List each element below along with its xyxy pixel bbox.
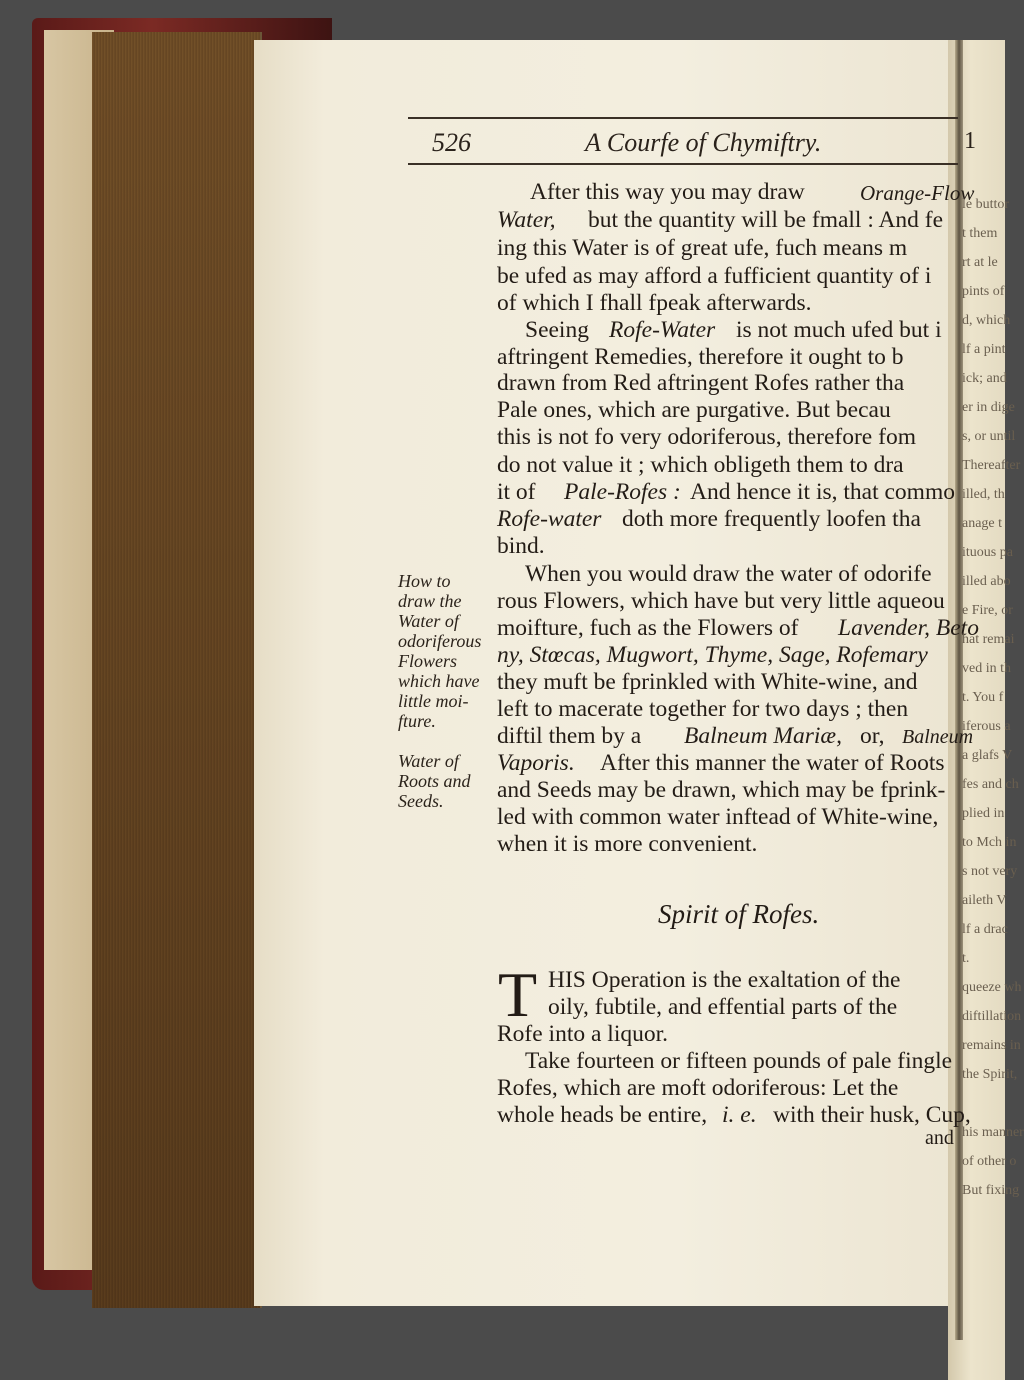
facing-page-fragment: t. You f <box>962 690 1004 705</box>
text-line: Balneum <box>902 726 974 748</box>
margin-note-line: Seeds. <box>398 791 444 811</box>
text-line: Take fourteen or fifteen pounds of pale fingle <box>525 1048 953 1074</box>
text-line: Balneum Mariæ, <box>684 723 842 749</box>
facing-page-fragment: of other o <box>962 1154 1017 1169</box>
margin-note-line: Water of <box>398 751 459 771</box>
text-line: Rofes, which are moft odoriferous: Let the <box>497 1075 899 1101</box>
text-line: or, <box>860 723 885 749</box>
facing-page-fragment: t them <box>962 226 998 241</box>
margin-note-line: which have <box>398 671 480 691</box>
margin-note-line: Roots and <box>398 771 471 791</box>
margin-note-line: odoriferous <box>398 631 482 651</box>
facing-page-fragment: Thereafter <box>962 458 1021 473</box>
text-line: it of <box>497 479 536 505</box>
facing-page-fragment: the Spirit, <box>962 1067 1018 1082</box>
text-line: When you would draw the water of odorife <box>525 561 932 587</box>
text-line: but the quantity will be fmall : And fe <box>588 207 944 233</box>
facing-page-fragment: anage t <box>962 516 1003 531</box>
text-line: and Seeds may be drawn, which may be fprink- <box>497 777 946 803</box>
facing-page-fragment <box>962 1089 1024 1118</box>
facing-page-fragment: ved in th <box>962 661 1011 676</box>
text-line: led with common water inftead of White-wine, <box>497 804 939 830</box>
text-line: i. e. <box>722 1102 757 1128</box>
facing-page-fragment: s not very <box>962 864 1018 879</box>
text-line: this is not fo very odoriferous, therefore fom <box>497 424 916 450</box>
text-line: ing this Water is of great ufe, fuch means m <box>497 235 908 261</box>
text-line: Pale-Rofes : <box>564 479 681 505</box>
facing-page-fragment: But fixing <box>962 1183 1020 1198</box>
text-line: left to macerate together for two days ; then <box>497 696 909 722</box>
facing-page-fragment: ick; and <box>962 371 1007 386</box>
section-heading: Spirit of Rofes. <box>658 899 820 929</box>
text-line: bind. <box>497 533 545 559</box>
facing-page-fragment: d, which <box>962 313 1011 328</box>
text-line: Lavender, Beto <box>838 615 979 641</box>
text-line: be ufed as may afford a fufficient quantity of i <box>497 263 932 289</box>
facing-page-fragment: rt at le <box>962 255 998 270</box>
text-line: rous Flowers, which have but very little aqueou <box>497 588 945 614</box>
text-line: ny, Stœcas, Mugwort, Thyme, Sage, Rofemary <box>497 642 928 668</box>
text-line: After this manner the water of Roots <box>600 750 945 776</box>
drop-cap: T <box>498 959 538 1030</box>
text-line: moifture, fuch as the Flowers of <box>497 615 799 641</box>
facing-page-fragment: iferous a <box>962 719 1011 734</box>
text-line: doth more frequently loofen tha <box>622 506 921 532</box>
text-line: and <box>925 1127 954 1149</box>
facing-page-fragment: fes and ch <box>962 777 1019 792</box>
margin-note-line: little moi- <box>398 691 469 711</box>
margin-note-line: fture. <box>398 711 436 731</box>
text-line: Rofe into a liquor. <box>497 1021 669 1047</box>
text-line: Orange-Flow <box>860 181 975 205</box>
facing-page-fragment: hat remai <box>962 632 1015 647</box>
facing-page-fragment: pints of <box>962 284 1005 299</box>
text-line: whole heads be entire, <box>497 1102 708 1128</box>
margin-note-line: Flowers <box>398 651 458 671</box>
text-line: they muft be fprinkled with White-wine, and <box>497 669 918 695</box>
text-line: And hence it is, that commo <box>690 479 955 505</box>
facing-page-fragment: t. <box>962 951 970 966</box>
facing-page-fragment: illed, th <box>962 487 1005 502</box>
margin-note-line: draw the <box>398 591 462 611</box>
text-line: aftringent Remedies, therefore it ought to b <box>497 344 904 370</box>
running-title: A Courfe of Chymiftry. <box>585 128 822 157</box>
facing-page-fragment: er in dige <box>962 400 1015 415</box>
facing-page-fragment: illed abo <box>962 574 1011 589</box>
facing-page-fragment: to Mch in <box>962 835 1017 850</box>
facing-page-fragment: queeze wh <box>962 980 1022 995</box>
facing-page-fragment: e Fire, or <box>962 603 1013 618</box>
facing-page-fragment: remains in <box>962 1038 1021 1053</box>
facing-page-fragment: ituous pa <box>962 545 1013 560</box>
facing-page-fragment: le buttor <box>962 197 1010 212</box>
facing-page-fragment: a glafs V <box>962 748 1013 763</box>
text-line: with their husk, Cup, <box>773 1102 971 1128</box>
text-line: diftil them by a <box>497 723 642 749</box>
text-line: Vaporis. <box>497 750 575 776</box>
facing-page-fragment: s, or until <box>962 429 1016 444</box>
text-line: do not value it ; which obligeth them to dra <box>497 452 904 478</box>
facing-page-fragment: diftillation <box>962 1009 1022 1024</box>
facing-page-fragment: lf a pint <box>962 342 1006 357</box>
text-line: Rofe-Water <box>609 317 716 343</box>
facing-page-text <box>962 190 1024 1205</box>
text-line: Seeing <box>525 317 589 343</box>
facing-page-fragment: his manner <box>962 1125 1024 1140</box>
facing-page-number-fragment: 1 <box>964 128 976 154</box>
text-line: is not much ufed but i <box>736 317 942 343</box>
text-line: After this way you may draw <box>530 179 805 205</box>
facing-page-fragment: plied in <box>962 806 1005 821</box>
facing-page-fragment: lf a drac <box>962 922 1008 937</box>
text-line: Rofe-water <box>497 506 602 532</box>
text-line: Water, <box>497 207 556 233</box>
facing-page-fragment: aileth V <box>962 893 1007 908</box>
text-line: when it is more convenient. <box>497 831 758 857</box>
page-number: 526 <box>432 128 471 157</box>
text-line: of which I fhall fpeak afterwards. <box>497 290 812 316</box>
margin-note-line: How to <box>398 571 451 591</box>
text-line: Pale ones, which are purgative. But becau <box>497 397 891 423</box>
text-line: oily, fubtile, and effential parts of the <box>548 994 898 1020</box>
text-line: drawn from Red aftringent Rofes rather tha <box>497 370 905 396</box>
margin-note-line: Water of <box>398 611 459 631</box>
text-line: HIS Operation is the exaltation of the <box>548 967 901 993</box>
